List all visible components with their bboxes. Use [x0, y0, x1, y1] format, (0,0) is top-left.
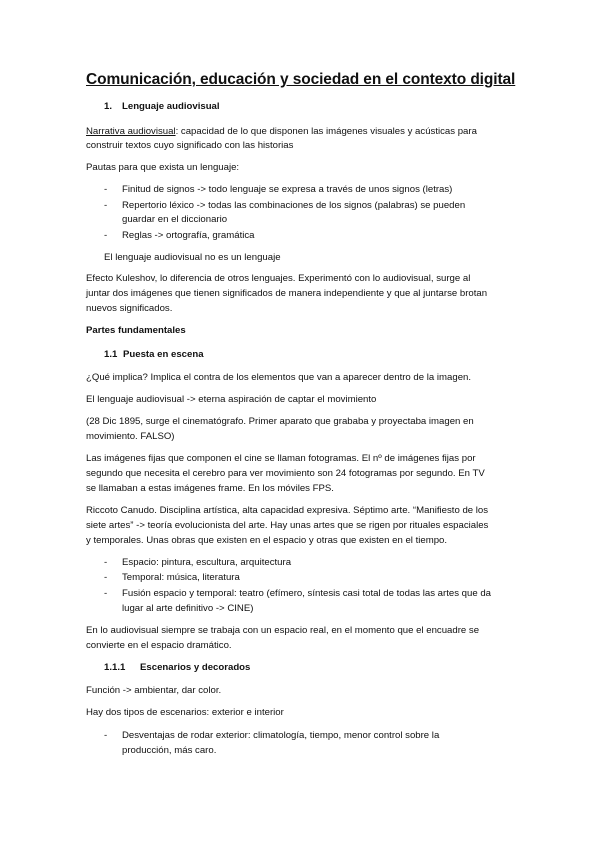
- funcion-text: Función -> ambientar, dar color.: [86, 685, 222, 696]
- espacio-real-line: convierte en el espacio dramático.: [86, 640, 232, 651]
- document-title: Comunicación, educación y sociedad en el contexto digital: [86, 71, 516, 88]
- list-bullet: -: [104, 572, 108, 583]
- kuleshov-line: Efecto Kuleshov, lo diferencia de otros lenguajes. Experimentó con lo audiovisual, surge al: [86, 273, 471, 284]
- kuleshov-line: juntar dos imágenes que tienen significados de manera independiente y que al juntarse brotan: [86, 288, 488, 299]
- list-item: Desventajas de rodar exterior: climatología, tiempo, menor control sobre la: [122, 730, 440, 741]
- list-bullet: -: [104, 200, 108, 211]
- section-number: 1.: [104, 101, 113, 112]
- list-bullet: -: [104, 588, 108, 599]
- list-bullet: -: [104, 184, 108, 195]
- subsubsection-heading: Escenarios y decorados: [140, 662, 251, 673]
- canudo-line: Riccoto Canudo. Disciplina artística, alta capacidad expresiva. Séptimo arte. “Manifiesto de los: [86, 505, 489, 516]
- kuleshov-line: nuevos significados.: [86, 303, 173, 314]
- no-lenguaje-text: El lenguaje audiovisual no es un lenguaje: [104, 252, 281, 263]
- fotogramas-line: se llamaban a estas imágenes frame. En los móviles FPS.: [86, 483, 334, 494]
- list-item-continuation: lugar al arte definitivo -> CINE): [122, 603, 254, 614]
- partes-heading: Partes fundamentales: [86, 325, 186, 336]
- narrativa-term: Narrativa audiovisual: [86, 126, 176, 137]
- subsection-number: 1.1: [104, 349, 118, 360]
- list-item: Reglas -> ortografía, gramática: [122, 230, 255, 241]
- fotogramas-line: segundo que necesita el cerebro para ver movimiento son 24 fotogramas por segundo. En TV: [86, 468, 485, 479]
- list-bullet: -: [104, 230, 108, 241]
- canudo-line: siete artes” -> teoría evolucionista del arte. Hay unas artes que se rigen por rituales espaciales: [86, 520, 489, 531]
- list-item-continuation: guardar en el diccionario: [122, 214, 228, 225]
- dic1895-line: (28 Dic 1895, surge el cinematógrafo. Primer aparato que grababa y proyectaba imagen en: [86, 416, 474, 427]
- narrativa-paragraph: [86, 124, 477, 139]
- dic1895-line: movimiento. FALSO): [86, 431, 175, 442]
- list-item: Espacio: pintura, escultura, arquitectura: [122, 557, 292, 568]
- section-heading: Lenguaje audiovisual: [122, 101, 220, 112]
- dos-tipos-text: Hay dos tipos de escenarios: exterior e interior: [86, 707, 284, 718]
- list-item-continuation: producción, más caro.: [122, 745, 217, 756]
- list-item: Fusión espacio y temporal: teatro (efímero, síntesis casi total de todas las artes que da: [122, 588, 492, 599]
- espacio-real-line: En lo audiovisual siempre se trabaja con un espacio real, en el momento que el encuadre se: [86, 625, 480, 636]
- eterna-text: El lenguaje audiovisual -> eterna aspiración de captar el movimiento: [86, 394, 377, 405]
- pautas-intro: Pautas para que exista un lenguaje:: [86, 162, 240, 173]
- fotogramas-line: Las imágenes fijas que componen el cine se llaman fotogramas. El nº de imágenes fijas por: [86, 453, 476, 464]
- list-bullet: -: [104, 557, 108, 568]
- narrativa-text: : capacidad de lo que disponen las imágenes visuales y acústicas para: [175, 126, 477, 137]
- canudo-line: y temporales. Unas obras que existen en el espacio y otras que existen en el tiempo.: [86, 535, 448, 546]
- list-item: Repertorio léxico -> todas las combinaciones de los signos (palabras) se pueden: [122, 200, 466, 211]
- list-item: Finitud de signos -> todo lenguaje se expresa a través de unos signos (letras): [122, 184, 453, 195]
- list-bullet: -: [104, 730, 108, 741]
- narrativa-line-2: construir textos cuyo significado con las historias: [86, 140, 294, 151]
- subsection-heading: Puesta en escena: [123, 349, 204, 360]
- list-item: Temporal: música, literatura: [122, 572, 240, 583]
- que-implica-text: ¿Qué implica? Implica el contra de los elementos que van a aparecer dentro de la imagen.: [86, 372, 472, 383]
- subsubsection-number: 1.1.1: [104, 662, 126, 673]
